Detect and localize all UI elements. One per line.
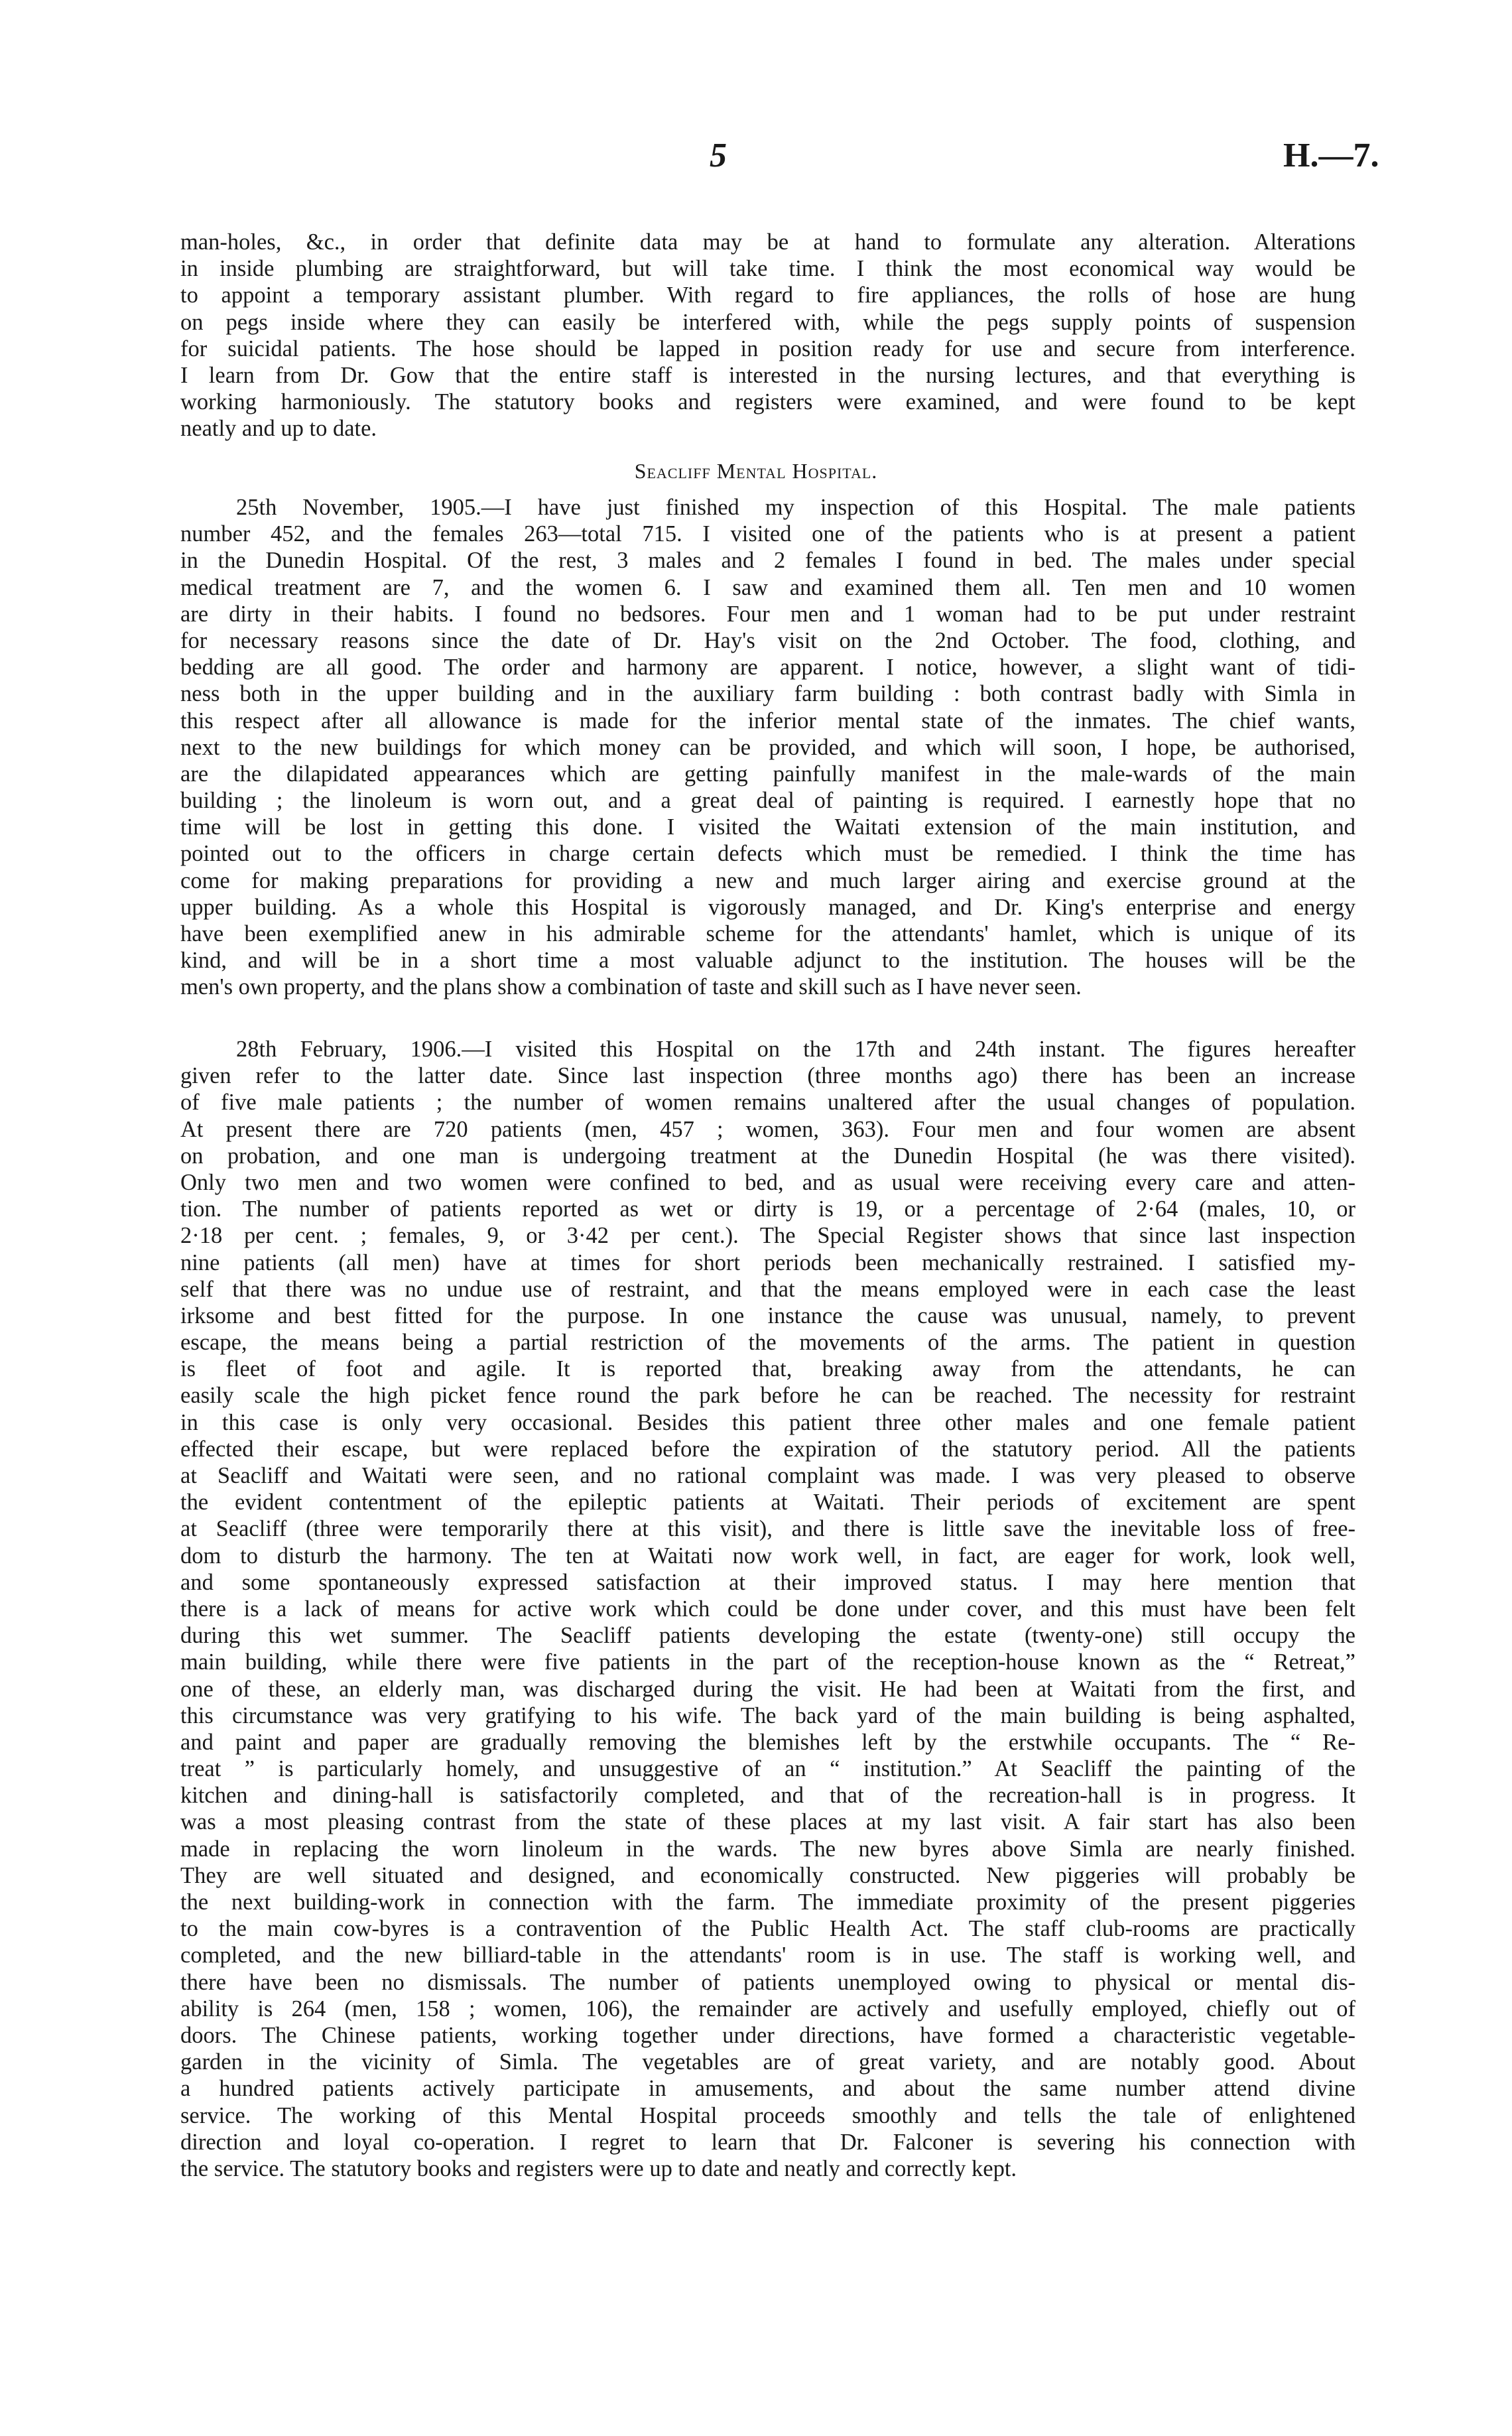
text-line: kind, and will be in a short time a most valuable adjunct to the institution. The houses will be the xyxy=(180,948,1355,974)
text-line: and some spontaneously expressed satisfaction at their improved status. I may here mention that xyxy=(180,1569,1355,1595)
text-line: They are well situated and designed, and economically constructed. New piggeries will probably be xyxy=(180,1862,1355,1888)
text-line: garden in the vicinity of Simla. The vegetables are of great variety, and are notably good. About xyxy=(180,2049,1355,2075)
text-line: in the Dunedin Hospital. Of the rest, 3 males and 2 females I found in bed. The males under special xyxy=(180,548,1355,574)
text-line: at Seacliff and Waitati were seen, and no rational complaint was made. I was very pleased to observe xyxy=(180,1463,1355,1488)
text-line: Only two men and two women were confined to bed, and as usual were receiving every care and atten- xyxy=(180,1169,1355,1195)
text-line: at Seacliff (three were temporarily there at this visit), and there is little save the inevitable loss of free- xyxy=(180,1516,1355,1542)
text-line: main building, while there were five patients in the part of the reception-house known as the “ Retreat,” xyxy=(180,1649,1355,1675)
text-line: next to the new buildings for which money can be provided, and which will soon, I hope, be authorised, xyxy=(180,734,1355,760)
text-line: self that there was no undue use of restraint, and that the means employed were in each case the least xyxy=(180,1276,1355,1302)
text-line: 25th November, 1905.—I have just finished my inspection of this Hospital. The male patients xyxy=(236,495,1355,520)
text-line: doors. The Chinese patients, working together under directions, have formed a characteristic vegetable- xyxy=(180,2022,1355,2048)
text-line: is fleet of foot and agile. It is reported that, breaking away from the attendants, he can xyxy=(180,1356,1355,1382)
text-line: in inside plumbing are straightforward, but will take time. I think the most economical way would be xyxy=(180,256,1355,282)
text-line: escape, the means being a partial restriction of the movements of the arms. The patient in question xyxy=(180,1330,1355,1356)
text-line: ness both in the upper building and in the auxiliary farm building : both contrast badly with Simla in xyxy=(180,681,1355,707)
text-line: one of these, an elderly man, was discharged during the visit. He had been at Waitati from the first, and xyxy=(180,1676,1355,1702)
text-line: made in replacing the worn linoleum in the wards. The new byres above Simla are nearly finished. xyxy=(180,1836,1355,1862)
text-line: pointed out to the officers in charge certain defects which must be remedied. I think the time has xyxy=(180,841,1355,867)
text-line: are dirty in their habits. I found no bedsores. Four men and 1 woman had to be put under restraint xyxy=(180,601,1355,627)
text-line: there is a lack of means for active work which could be done under cover, and this must have been felt xyxy=(180,1596,1355,1622)
text-line: treat ” is particularly homely, and unsuggestive of an “ institution.” At Seacliff the painting of the xyxy=(180,1756,1355,1782)
text-line: a hundred patients actively participate in amusements, and about the same number attend divine xyxy=(180,2076,1355,2102)
text-line: direction and loyal co-operation. I regret to learn that Dr. Falconer is severing his connection with xyxy=(180,2129,1355,2155)
text-line: the service. The statutory books and registers were up to date and neatly and correctly kept. xyxy=(180,2155,1017,2181)
text-line: in this case is only very occasional. Besides this patient three other males and one female patient xyxy=(180,1409,1355,1435)
text-line: effected their escape, but were replaced before the expiration of the statutory period. All the patients xyxy=(180,1436,1355,1462)
text-line: for necessary reasons since the date of Dr. Hay's visit on the 2nd October. The food, clothing, and xyxy=(180,627,1355,653)
text-line: on pegs inside where they can easily be interfered with, while the pegs supply points of suspension xyxy=(180,309,1355,335)
section-heading: Seacliff Mental Hospital. xyxy=(634,459,878,483)
text-line: kitchen and dining-hall is satisfactorily completed, and that of the recreation-hall is in progress. It xyxy=(180,1783,1355,1809)
text-line: completed, and the new billiard-table in the attendants' room is in use. The staff is working well, and xyxy=(180,1943,1355,1968)
paragraph-february-1906 xyxy=(180,1036,1355,2182)
text-line: are the dilapidated appearances which are getting painfully manifest in the male-wards of the main xyxy=(180,761,1355,787)
text-line: medical treatment are 7, and the women 6. I saw and examined them all. Ten men and 10 women xyxy=(180,574,1355,600)
text-line: to the main cow-byres is a contravention of the Public Health Act. The staff club-rooms are practically xyxy=(180,1916,1355,1942)
text-line: irksome and best fitted for the purpose. In one instance the cause was unusual, namely, to prevent xyxy=(180,1303,1355,1328)
text-line: the evident contentment of the epileptic patients at Waitati. Their periods of excitement are spent xyxy=(180,1490,1355,1515)
text-line: and paint and paper are gradually removing the blemishes left by the erstwhile occupants. The “ Re- xyxy=(180,1729,1355,1755)
text-line: 2·18 per cent. ; females, 9, or 3·42 per cent.). The Special Register shows that since last inspection xyxy=(180,1223,1355,1249)
text-line: nine patients (all men) have at times for short periods been mechanically restrained. I satisfied my- xyxy=(180,1250,1355,1275)
text-line: At present there are 720 patients (men, 457 ; women, 363). Four men and four women are absent xyxy=(180,1116,1355,1142)
text-line: dom to disturb the harmony. The ten at Waitati now work well, in fact, are eager for work, look well, xyxy=(180,1543,1355,1569)
text-line: come for making preparations for providing a new and much larger airing and exercise ground at the xyxy=(180,867,1355,893)
text-line: ability is 264 (men, 158 ; women, 106), the remainder are actively and usefully employed, chiefly out of xyxy=(180,1996,1355,2021)
intro-paragraph xyxy=(180,229,1355,442)
text-line: easily scale the high picket fence round the park before he can be reached. The necessity for restraint xyxy=(180,1383,1355,1409)
text-line: building ; the linoleum is worn out, and a great deal of painting is required. I earnestly hope that no xyxy=(180,788,1355,814)
text-line: tion. The number of patients reported as wet or dirty is 19, or a percentage of 2·64 (males, 10, or xyxy=(180,1196,1355,1222)
text-line: there have been no dismissals. The number of patients unemployed owing to physical or mental dis- xyxy=(180,1969,1355,1995)
text-line: time will be lost in getting this done. I visited the Waitati extension of the main institution, and xyxy=(180,814,1355,840)
text-line: on probation, and one man is undergoing treatment at the Dunedin Hospital (he was there visited). xyxy=(180,1143,1355,1169)
text-line: of five male patients ; the number of women remains unaltered after the usual changes of population. xyxy=(180,1090,1355,1116)
page-number: 5 xyxy=(710,137,727,174)
text-line: number 452, and the females 263—total 715. I visited one of the patients who is at present a patient xyxy=(180,521,1355,547)
text-line: given refer to the latter date. Since last inspection (three months ago) there has been an increase xyxy=(180,1063,1355,1089)
document-reference: H.—7. xyxy=(1283,137,1379,174)
text-line: 28th February, 1906.—I visited this Hospital on the 17th and 24th instant. The figures hereafter xyxy=(236,1037,1355,1062)
text-line: upper building. As a whole this Hospital is vigorously managed, and Dr. King's enterprise and energy xyxy=(180,894,1355,920)
text-line: have been exemplified anew in his admirable scheme for the attendants' hamlet, which is unique of its xyxy=(180,921,1355,946)
text-line: service. The working of this Mental Hospital proceeds smoothly and tells the tale of enlightened xyxy=(180,2102,1355,2128)
text-line: to appoint a temporary assistant plumber. With regard to fire appliances, the rolls of hose are hung xyxy=(180,283,1355,308)
text-line: I learn from Dr. Gow that the entire staff is interested in the nursing lectures, and that everything is xyxy=(180,362,1355,388)
text-line: this respect after all allowance is made for the inferior mental state of the inmates. The chief wants, xyxy=(180,708,1355,734)
text-line: was a most pleasing contrast from the state of these places at my last visit. A fair start has also been xyxy=(180,1809,1355,1835)
text-line: men's own property, and the plans show a combination of taste and skill such as I have never seen. xyxy=(180,974,1082,1000)
text-line: during this wet summer. The Seacliff patients developing the estate (twenty-one) still occupy the xyxy=(180,1623,1355,1649)
text-line: bedding are all good. The order and harmony are apparent. I notice, however, a slight want of tidi- xyxy=(180,655,1355,680)
text-line: for suicidal patients. The hose should be lapped in position ready for use and secure from interference. xyxy=(180,336,1355,361)
text-line: man-holes, &c., in order that definite data may be at hand to formulate any alteration. Alterations xyxy=(180,229,1355,255)
text-line: working harmoniously. The statutory books and registers were examined, and were found to be kept xyxy=(180,389,1355,415)
text-line: neatly and up to date. xyxy=(180,416,377,442)
paragraph-november-1905 xyxy=(180,494,1355,1001)
text-line: the next building-work in connection with the farm. The immediate proximity of the present piggeries xyxy=(180,1890,1355,1915)
text-line: this circumstance was very gratifying to his wife. The back yard of the main building is being asphalted, xyxy=(180,1702,1355,1728)
